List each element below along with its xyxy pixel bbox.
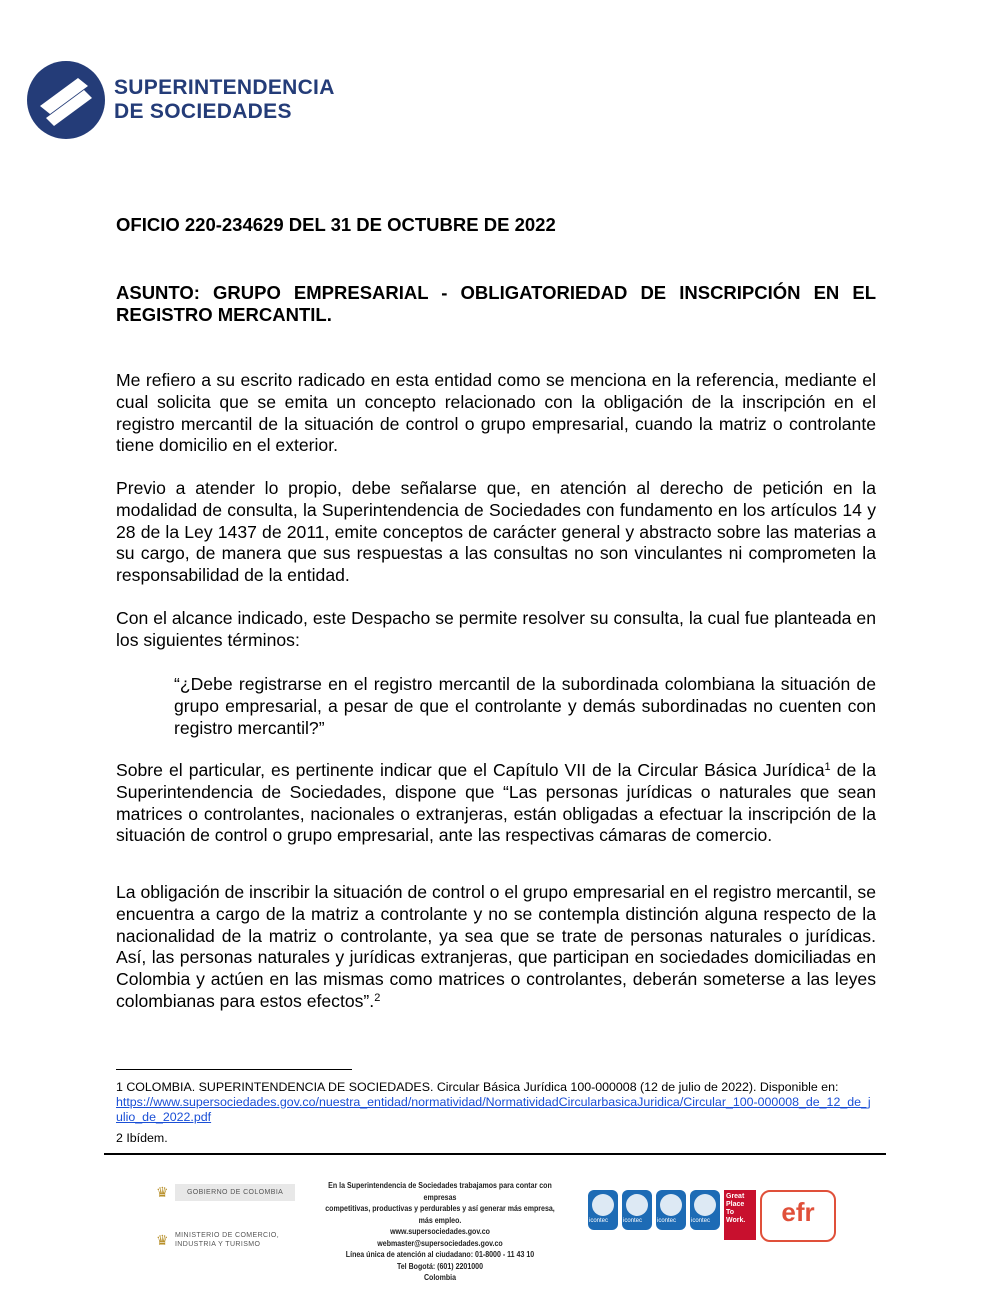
document-subject: ASUNTO: GRUPO EMPRESARIAL - OBLIGATORIEDAD DE INSCRIPCIÓN EN EL REGISTRO MERCANTIL. — [116, 282, 876, 325]
consultation-quote: “¿Debe registrarse en el registro mercantil de la subordinada colombiana la situación de grupo empresarial, a pesar de que el controlante y demás subordinadas no cuenten con registro mercantil?” — [174, 674, 876, 738]
paragraph-5-text: La obligación de inscribir la situación de control o el grupo empresarial en el registro mercantil, se encuentra a cargo de la matriz a controlante y no se contempla distinción alguna respecto de la nacionalidad de la matriz o controlante, ya sea que se trate de personas naturales o jurídicas. Así, las personas naturales y jurídicas extranjeras, que participan en sociedades domiciliadas en Colombia y actúen en las mismas como matrices o controlantes, deberán someterse a las leyes colombianas para estos efectos”. — [116, 882, 876, 1011]
icontec-badge: icontec — [656, 1190, 686, 1230]
paragraph-1: Me refiero a su escrito radicado en esta entidad como se menciona en la referencia, mediante el cual solicita que se emita un concepto relacionado con la obligación de la inscripción en el registro mercantil de la situación de control o grupo empresarial, cuando la matriz o controlante tiene domicilio en el exterior. — [116, 370, 876, 456]
paragraph-2: Previo a atender lo propio, debe señalarse que, en atención al derecho de petición en la modalidad de consulta, la Superintendencia de Sociedades con fundamento en los artículos 14 y 28 de la Ley 1437 de 2011, emite conceptos de carácter general y abstracto sobre las materias a su cargo, de manera que sus respuestas a las consultas no son vinculantes ni comprometen la responsabilidad de la entidad. — [116, 478, 876, 586]
footnote-2: 2 Ibídem. — [116, 1131, 168, 1145]
ministerio-label: MINISTERIO DE COMERCIO, INDUSTRIA Y TURISMO — [174, 1232, 280, 1248]
contact-line: Colombia — [423, 1272, 457, 1282]
contact-line: Línea única de atención al ciudadano: 01-8000 - 11 43 10 — [345, 1249, 535, 1259]
paragraph-4-rest: de la Superintendencia de Sociedades, dispone que “Las personas jurídicas o naturales que sean matrices o controlantes, nacionales o extranjeras, están obligadas a efectuar la inscripción de la situación de control o grupo empresarial, ante las respectivas cámaras de comercio. — [116, 760, 877, 846]
paragraph-3: Con el alcance indicado, este Despacho se permite resolver su consulta, la cual fue planteada en los siguientes términos: — [116, 608, 876, 650]
email-link[interactable]: webmaster@supersociedades.gov.co — [377, 1237, 503, 1248]
logo-emblem-icon — [26, 60, 106, 140]
paragraph-5 — [116, 882, 876, 1013]
icontec-badge: icontec — [588, 1190, 618, 1230]
footnote-1-link[interactable]: https://www.supersociedades.gov.co/nuestra_entidad/normatividad/NormatividadCircularbasicaJuridica/Circular_100-000008_de_12_de_julio_de_2022.pdf — [116, 1095, 871, 1124]
ministerio-logo — [156, 1231, 295, 1249]
contact-line: competitivas, productivas y perdurables y así generar más empresa, más empleo. — [325, 1203, 555, 1225]
superintendencia-logo — [26, 60, 356, 142]
icontec-badge: icontec — [622, 1190, 652, 1230]
footnote-divider — [116, 1069, 352, 1070]
footer-contact — [300, 1180, 580, 1284]
footnote-1 — [116, 1080, 876, 1125]
footnote-ref-2[interactable]: 2 — [374, 991, 381, 1004]
certifications — [588, 1190, 836, 1242]
logo-line-2: DE SOCIEDADES — [114, 100, 292, 123]
website-link[interactable]: www.supersociedades.gov.co — [390, 1226, 490, 1236]
icontec-badge: icontec — [690, 1190, 720, 1230]
colombia-shield-icon: ♛ — [156, 1184, 169, 1200]
document-title: OFICIO 220-234629 DEL 31 DE OCTUBRE DE 2022 — [116, 214, 556, 235]
efr-certification-logo: efr — [760, 1190, 836, 1242]
footnote-1-text: 1 COLOMBIA. SUPERINTENDENCIA DE SOCIEDADES. Circular Básica Jurídica 100-000008 (12 de julio de 2022). Disponible en: — [116, 1080, 839, 1094]
gobierno-logo — [156, 1184, 295, 1201]
contact-line: Tel Bogotá: (601) 2201000 — [396, 1260, 484, 1271]
contact-line: En la Superintendencia de Sociedades trabajamos para contar con empresas — [328, 1180, 552, 1202]
gobierno-label: GOBIERNO DE COLOMBIA — [175, 1184, 295, 1201]
paragraph-4-text: Sobre el particular, es pertinente indicar que el Capítulo VII de la Circular Básica Jurídica — [116, 760, 825, 780]
great-place-to-work-badge: Great Place To Work. — [724, 1190, 756, 1240]
footnote-ref-1[interactable]: 1 — [824, 761, 831, 773]
logo-wordmark — [114, 76, 335, 124]
footer-divider — [104, 1153, 886, 1155]
colombia-shield-icon: ♛ — [156, 1231, 169, 1248]
logo-line-1: SUPERINTENDENCIA — [114, 76, 335, 99]
paragraph-4 — [116, 760, 876, 847]
